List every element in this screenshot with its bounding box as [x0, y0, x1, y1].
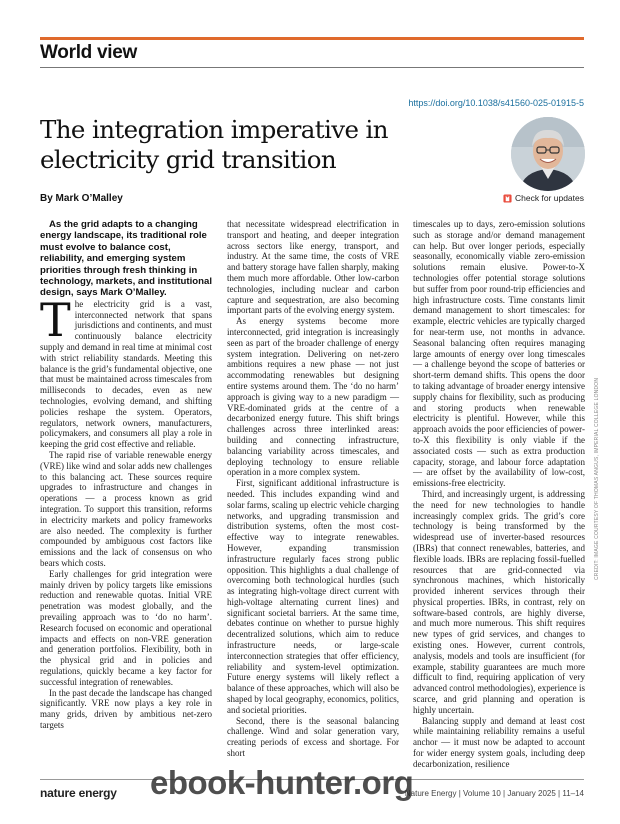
check-updates-button[interactable] — [503, 193, 584, 203]
author-portrait — [511, 117, 585, 191]
paragraph: In the past decade the landscape has changed significantly. VRE now plays a key role in many grids, driven by ambitious net-zero targets — [40, 687, 212, 730]
paragraph: First, significant additional infrastructure is needed. This includes expanding wind and solar farms, scaling up electric vehicle charging networks, and upgrading transmission and distribution systems, often the most cost-effective way to integrate renewables. However, expanding transmission infrastructure regularly faces strong public opposition. This highlights a dual challenge of overcoming both technological hurdles (such as integrating high-voltage direct current with high-voltage alternating current lines) and significant societal barriers. At the same time, debates continue on whether to pursue highly decentralized solutions, which aim to reduce infrastructure needs, or large-scale interconnection strategies that offer efficiency, reliability and system-level optimization. Future energy systems will likely reflect a balance of these approaches, which will also be shaped by local geography, economics, politics, and societal priorities. — [227, 478, 400, 715]
top-accent-bar — [40, 37, 584, 40]
paragraph: timescales up to days, zero-emission solutions such as storage and/or demand management can help. But over longer periods, especially seasonally, economically viable zero-emission solutions remain elusive. Power-to-X technologies offer potential storage solutions but suffer from poor round-trip efficiencies and high infrastructure costs. Time constants limit demand management to short timescales: for example, electric vehicles are typically charged for near-term use, not months in advance. Seasonal balancing often requires managing large amounts of energy over long timescales — a challenge beyond the scope of batteries or short-term demand shifts. This opens the door to taking advantage of broader energy intensive supply chains for flexibility, such as producing and storing products when renewable electricity is plentiful. However, while this approach avoids the poor efficiencies of power-to-X this flexibility is only viable if the associated costs — such as extra production capacity, storage, and labour force adaptation — are offset by the availability of low-cost, emissions-free electricity. — [413, 219, 585, 489]
paragraph: Early challenges for grid integration were mainly driven by policy targets like emissions reduction and renewable quotas. Initial VRE penetration was modest globally, and the prevailing approach was to ‘do no harm’. Research focused on economic and operational impacts and effects on non-VRE generation and generation portfolios. Flexibility, both in the physical grid and in policies and regulations, quickly became a key factor for successful integration of renewables. — [40, 568, 212, 687]
journal-name: nature energy — [40, 786, 117, 800]
drop-cap: T — [40, 292, 71, 347]
paragraph: that necessitate widespread electrification in transport and heating, and deeper integration across sectors like energy, transport, and industry. At the same time, the costs of VRE and battery storage have fallen sharply, making them much more affordable. Other low-carbon technologies, including nuclear and carbon capture and sequestration, are also becoming important parts of the evolving energy system. — [227, 219, 399, 316]
author-portrait-image — [511, 117, 585, 191]
section-label: World view — [40, 42, 137, 63]
text-column-2 — [227, 219, 399, 759]
paragraph: As energy systems become more interconnected, grid integration is increasingly seen as part of the broader challenge of energy system integration. Delivering on net-zero ambitions requires a new phase — not just accommodating renewables but designing entire systems around them. The ‘do no harm’ approach is giving way to a new paradigm — VRE-dominated grids at the centre of a decarbonized energy future. This shift brings challenges across three interlinked areas: building and connecting infrastructure, balancing variability across timescales, and deploying technology to ensure reliable operation in a more complex system. — [227, 316, 399, 478]
standfirst: As the grid adapts to a changing energy landscape, its traditional role must evolve to balance cost, reliability, and emerging system priorities through fresh thinking in technology, markets, and institutional design, says Mark O’Malley. — [40, 219, 212, 299]
paragraph-text: he electricity grid is a vast, interconnected network that spans jurisdictions and continents, and must continuously balance electricity supply and demand in real time at minimal cost with strict reliability standards. Meeting this balance is the grid’s fundamental objective, one that must be maintained across timescales from milliseconds to decades, even as new technologies, evolving demand, and shifting policies reshape the system. Operators, regulators, network owners, manufacturers, policymakers, and consumers all play a role in keeping the grid cost effective and reliable. — [40, 298, 212, 450]
article-title: The integration imperative in electricity grid transition — [40, 115, 388, 174]
photo-credit: CREDIT: IMAGE COURTESY OF THOMAS ANGUS, IMPERIAL COLLEGE LONDON — [594, 377, 600, 580]
paragraph: Second, there is the seasonal balancing challenge. Wind and solar generation vary, creating periods of excess and shortage. For short — [227, 715, 399, 759]
text-column-1 — [40, 219, 212, 731]
paragraph — [40, 292, 212, 450]
paragraph: Third, and increasingly urgent, is addressing the need for new technologies to handle increasingly complex grids. The grid’s core technology is being transformed by the widespread use of inverter-based resources (IBRs) that connect renewables, batteries, and flexible loads. IBRs are replacing fossil-fuelled resources that are grid-connected via synchronous machines, which historically provided inherent services through their physical properties. IBRs, in contrast, rely on software-based controls, are highly diverse, and much more numerous. This shift requires new types of grid services, and changes to existing ones. However, current controls, analysis, models and tools are insufficient (for example, stability guarantees are much more difficult to find, requiring application of very advanced control methodologies), experience is scarce, and grid planning and operation is highly uncertain. — [413, 488, 585, 715]
paragraph: The rapid rise of variable renewable energy (VRE) like wind and solar adds new challenges to this balancing act. These sources require upgrades to infrastructure and changes in operations — a process known as grid integration. To support this transition, reforms in electricity markets and policy frameworks are also needed. The complexity is further compounded by ambiguous cost factors like emissions and the lack of consensus on who bears which costs. — [40, 450, 212, 568]
check-for-updates-icon — [503, 194, 512, 203]
text-column-3 — [413, 219, 585, 770]
citation: Nature Energy | Volume 10 | January 2025 | 11–14 — [404, 789, 584, 798]
paragraph: Balancing supply and demand at least cost while maintaining reliability remains a useful anchor — it must now be adapted to account for wider energy system goals, including deep decarbonization, resilience — [413, 715, 585, 769]
watermark-overlay: ebook-hunter.org — [150, 764, 414, 801]
section-divider — [40, 67, 584, 68]
doi-link[interactable]: https://doi.org/10.1038/s41560-025-01915-5 — [408, 98, 584, 108]
check-updates-label: Check for updates — [515, 193, 584, 203]
byline: By Mark O’Malley — [40, 193, 123, 204]
